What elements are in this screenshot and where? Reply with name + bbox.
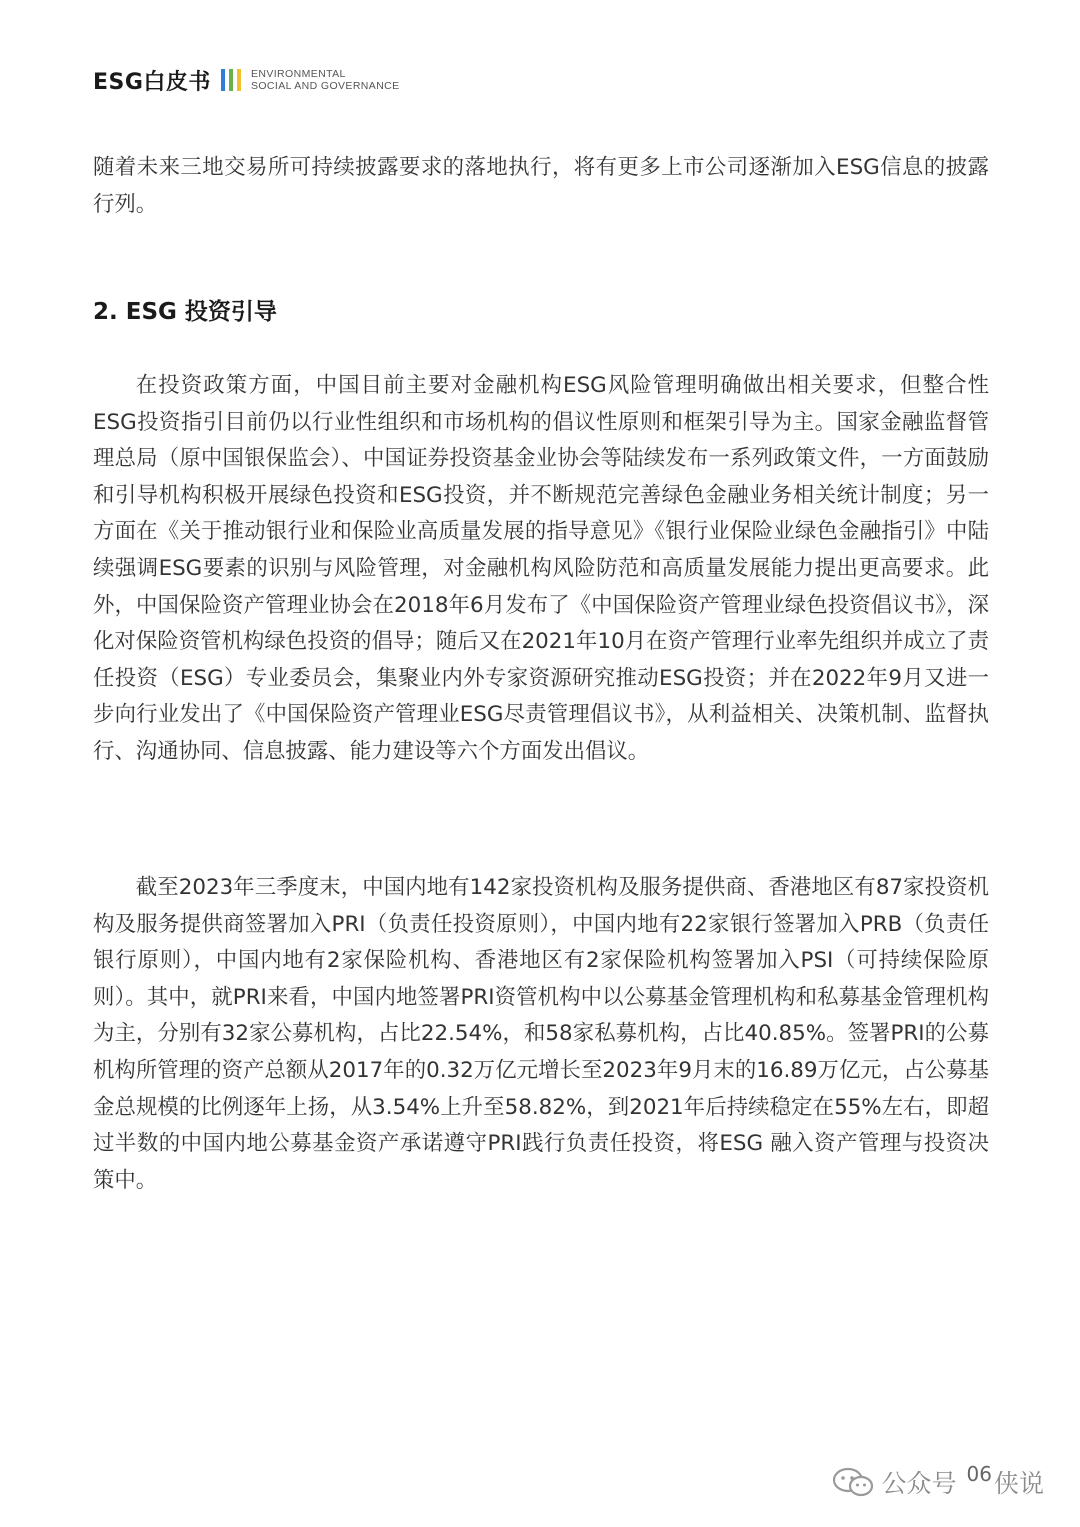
section-title: 2. ESG 投资引导 — [93, 299, 277, 325]
body-paragraph-2: 截至2023年三季度末，中国内地有142家投资机构及服务提供商、香港地区有87家投资机构及服务提供商签署加入PRI（负责任投资原则），中国内地有22家银行签署加入PRB（负责任银行原则），中国内地有2家保险机构、香港地区有2家保险机构签署加入PSI（可持续保险原则）。其中，就PRI来看，中国内地签署PRI资管机构中以公募基金管理机构和私募基金管理机构为主，分别有32家公募机构，占比22.54%，和58家私募机构，占比40.85%。签署PRI的公募机构所管理的资产总额从2017年的0.32万亿元增长至2023年9月末的16.89万亿元，占公募基金总规模的比例逐年上扬，从3.54%上升至58.82%，到2021年后持续稳定在55%左右，即超过半数的中国内地公募基金资产承诺遵守PRI践行负责任投资，将ESG 融入资产管理与投资决策中。 — [93, 875, 989, 1193]
intro-paragraph: 随着未来三地交易所可持续披露要求的落地执行，将有更多上市公司逐渐加入ESG信息的披露行列。 — [93, 155, 989, 217]
tagline-line-2: SOCIAL AND GOVERNANCE — [250, 80, 400, 92]
page-header — [93, 64, 400, 96]
brand-tagline — [251, 68, 400, 92]
watermark-label: 公众号 — [881, 1469, 957, 1498]
page-number: 06 — [966, 1462, 992, 1486]
brand-bar-green — [229, 69, 233, 91]
wechat-icon — [832, 1467, 876, 1497]
brand-bar-blue — [221, 69, 225, 91]
watermark-name: 侠说 — [993, 1469, 1044, 1498]
brand-title: ESG白皮书 — [93, 69, 211, 95]
brand-bar-yellow — [237, 69, 241, 91]
body-paragraph-1: 在投资政策方面，中国目前主要对金融机构ESG风险管理明确做出相关要求，但整合性ESG投资指引目前仍以行业性组织和市场机构的倡议性原则和框架引导为主。国家金融监督管理总局（原中国银保监会）、中国证券投资基金业协会等陆续发布一系列政策文件，一方面鼓励和引导机构积极开展绿色投资和ESG投资，并不断规范完善绿色金融业务相关统计制度；另一方面在《关于推动银行业和保险业高质量发展的指导意见》《银行业保险业绿色金融指引》中陆续强调ESG要素的识别与风险管理，对金融机构风险防范和高质量发展能力提出更高要求。此外，中国保险资产管理业协会在2018年6月发布了《中国保险资产管理业绿色投资倡议书》，深化对保险资管机构绿色投资的倡导；随后又在2021年10月在资产管理行业率先组织并成立了责任投资（ESG）专业委员会，集聚业内外专家资源研究推动ESG投资；并在2022年9月又进一步向行业发出了《中国保险资产管理业ESG尽责管理倡议书》，从利益相关、决策机制、监督执行、沟通协同、信息披露、能力建设等六个方面发出倡议。 — [93, 373, 989, 764]
page-footer — [832, 1462, 1044, 1502]
tagline-line-1: ENVIRONMENTAL — [250, 68, 346, 80]
brand-color-bars — [221, 69, 241, 91]
